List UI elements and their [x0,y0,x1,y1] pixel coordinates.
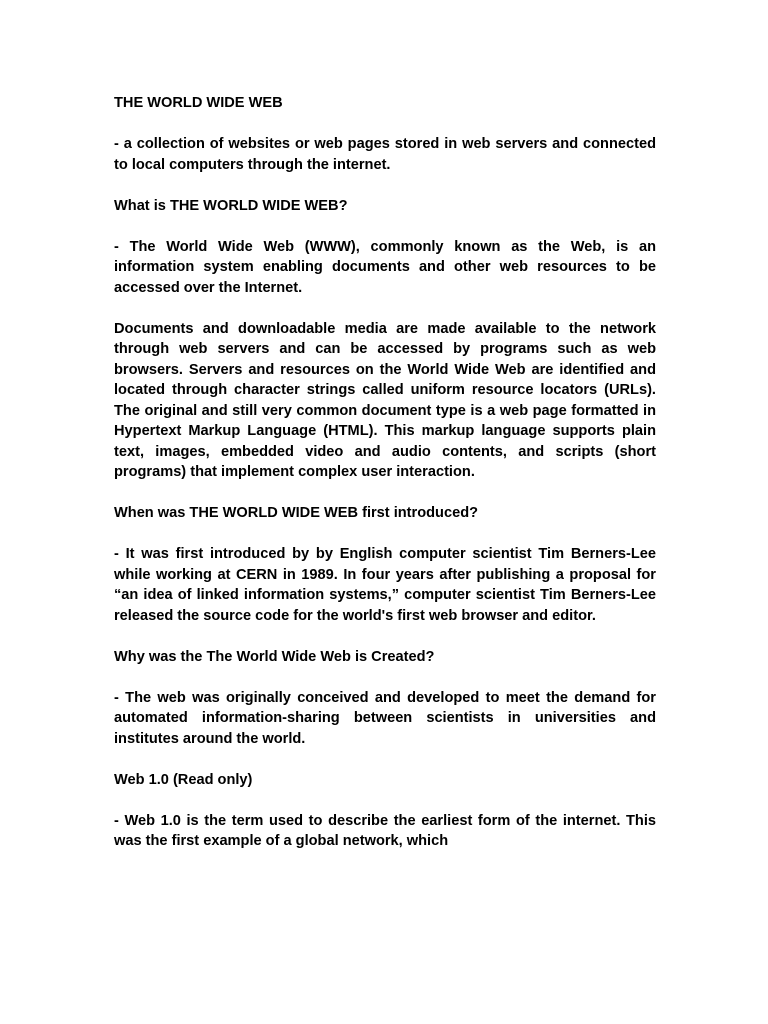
section-paragraph: Documents and downloadable media are made available to the network through web servers and can be accessed by programs such as web browsers. Servers and resources on the World Wide Web are identified and located through character strings called uniform resource locators (URLs). The original and still very common document type is a web page formatted in Hypertext Markup Language (HTML). This markup language supports plain text, images, embedded video and audio contents, and scripts (short programs) that implement complex user interaction. [114,320,656,480]
document-page [114,93,656,872]
section-paragraph: - The World Wide Web (WWW), commonly known as the Web, is an information system enabling documents and other web resources to be accessed over the Internet. [114,238,656,296]
document-title: THE WORLD WIDE WEB [114,95,283,111]
section-paragraph: - Web 1.0 is the term used to describe the earliest form of the internet. This was the first example of a global network, which [114,812,656,849]
section-heading-why-created: Why was the The World Wide Web is Created? [114,648,435,665]
section-paragraph: - The web was originally conceived and developed to meet the demand for automated information-sharing between scientists in universities and institutes around the world. [114,689,656,747]
section-heading-when-introduced: When was THE WORLD WIDE WEB first introduced? [114,505,479,521]
section-heading-what-is: What is THE WORLD WIDE WEB? [114,197,348,214]
section-paragraph: - It was first introduced by by English computer scientist Tim Berners-Lee while working at CERN in 1989. In four years after publishing a proposal for “an idea of linked information systems,” computer scientist Tim Berners-Lee released the source code for the world's first web browser and editor. [114,546,656,624]
definition-paragraph: - a collection of websites or web pages stored in web servers and connected to local computers through the internet. [114,136,656,173]
section-heading-web-1-0: Web 1.0 (Read only) [114,771,253,788]
